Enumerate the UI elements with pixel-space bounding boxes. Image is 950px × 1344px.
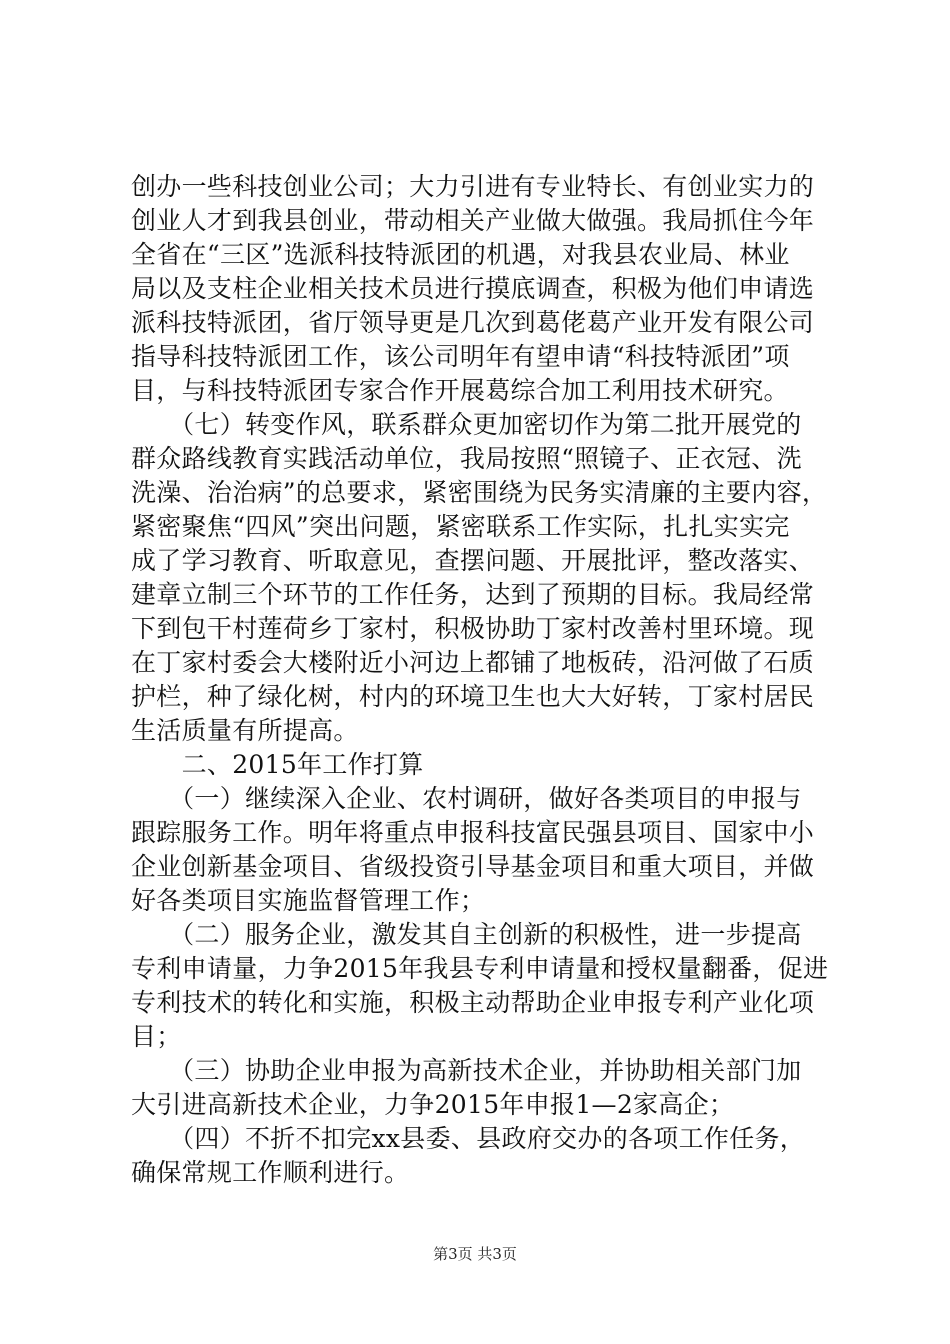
text-line: 目，与科技特派团专家合作开展葛综合加工利用技术研究。	[131, 376, 789, 405]
text-line: （七）转变作风，联系群众更加密切作为第二批开展党的	[131, 410, 802, 439]
text-line: 护栏，种了绿化树，村内的环境卫生也大大好转，丁家村居民	[131, 682, 815, 711]
text-line: 在丁家村委会大楼附近小河边上都铺了地板砖，沿河做了石质	[131, 648, 815, 677]
text-line: 派科技特派团，省厅领导更是几次到葛佬葛产业开发有限公司	[131, 308, 815, 337]
text-line: 创办一些科技创业公司；大力引进有专业特长、有创业实力的	[131, 172, 815, 201]
document-body	[131, 170, 831, 1190]
text-line: 跟踪服务工作。明年将重点申报科技富民强县项目、国家中小	[131, 818, 815, 847]
text-line: （三）协助企业申报为高新技术企业，并协助相关部门加	[131, 1056, 802, 1085]
text-line: 建章立制三个环节的工作任务，达到了预期的目标。我局经常	[131, 580, 815, 609]
text-line: （二）服务企业，激发其自主创新的积极性，进一步提高	[131, 920, 802, 949]
text-line: 目；	[131, 1022, 182, 1051]
text-line: 专利申请量，力争2015年我县专利申请量和授权量翻番，促进	[131, 954, 829, 983]
text-line: 成了学习教育、听取意见，查摆问题、开展批评，整改落实、	[131, 546, 815, 575]
text-line: 创业人才到我县创业，带动相关产业做大做强。我局抓住今年	[131, 206, 815, 235]
text-line: 全省在“三区”选派科技特派团的机遇，对我县农业局、林业	[131, 240, 790, 269]
text-line: 好各类项目实施监督管理工作；	[131, 886, 486, 915]
section-heading: 二、2015年工作打算	[131, 750, 424, 779]
text-line: 群众路线教育实践活动单位，我局按照“照镜子、正衣冠、洗	[131, 444, 802, 473]
text-line: 洗澡、治治病”的总要求，紧密围绕为民务实清廉的主要内容，	[131, 478, 828, 507]
page-number-footer: 第3页 共3页	[433, 1245, 517, 1263]
text-line: （一）继续深入企业、农村调研，做好各类项目的申报与	[131, 784, 802, 813]
text-line: 局以及支柱企业相关技术员进行摸底调查，积极为他们申请选	[131, 274, 815, 303]
text-line: （四）不折不扣完xx县委、县政府交办的各项工作任务，	[131, 1124, 806, 1153]
text-line: 下到包干村莲荷乡丁家村，积极协助丁家村改善村里环境。现	[131, 614, 815, 643]
text-line: 指导科技特派团工作，该公司明年有望申请“科技特派团”项	[131, 342, 790, 371]
text-line: 企业创新基金项目、省级投资引导基金项目和重大项目，并做	[131, 852, 815, 881]
text-line: 紧密聚焦“四风”突出问题，紧密联系工作实际，扎扎实实完	[131, 512, 790, 541]
text-line: 生活质量有所提高。	[131, 716, 359, 745]
text-line: 专利技术的转化和实施，积极主动帮助企业申报专利产业化项	[131, 988, 815, 1017]
text-line: 确保常规工作顺利进行。	[131, 1158, 410, 1187]
text-line: 大引进高新技术企业，力争2015年申报1—2家高企；	[131, 1090, 735, 1119]
